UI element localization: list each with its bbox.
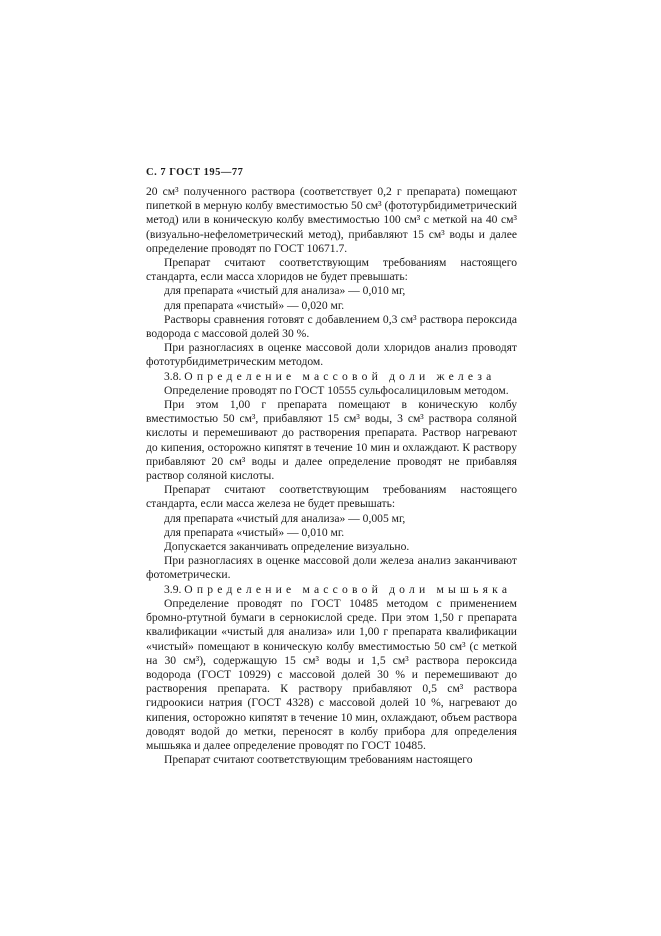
list-line: для препарата «чистый для анализа» — 0,010 мг, xyxy=(164,284,406,298)
section-heading-3-9 xyxy=(146,583,517,597)
list-line: для препарата «чистый для анализа» — 0,005 мг, xyxy=(164,511,406,525)
paragraph: Определение проводят по ГОСТ 10555 сульфосалициловым методом. xyxy=(164,383,509,397)
section-title: Определение массовой доли железа xyxy=(184,369,496,383)
paragraph: Препарат считают соответствующим требованиям настоящего xyxy=(164,753,473,767)
paragraph: Растворы сравнения готовят с добавлением 0,3 см³ раствора пероксида водорода с массовой долей 30 %. xyxy=(146,312,517,341)
paragraph: Определение проводят по ГОСТ 10485 методом с применением бромно-ртутной бумаги в сернокислой среде. При этом 1,50 г препарата квалификации «чистый для анализа» или 1,00 г препарата квалификации «чистый» помещают в коническую колбу вместимостью 50 см³ (с меткой на 30 см³), содержащую 15 см³ воды и 1,5 см³ раствора пероксида водорода (ГОСТ 10929) с массовой долей 30 % и перемешивают до растворения препарата. К раствору прибавляют 0,5 см³ раствора гидроокиси натрия (ГОСТ 4328) с массовой долей 10 %, нагревают до кипения, осторожно кипятят в течение 10 мин, охлаждают, объем раствора доводят водой до метки, переносят в колбу прибора для определения мышьяка и далее определение проводят по ГОСТ 10485. xyxy=(146,596,517,752)
section-title: Определение массовой доли мышьяка xyxy=(184,582,512,596)
paragraph: Допускается заканчивать определение визуально. xyxy=(164,540,410,554)
paragraph: 20 см³ полученного раствора (соответствует 0,2 г препарата) помещают пипеткой в мерную колбу вместимостью 50 см³ (фототурбидиметрический метод) или в коническую колбу вместимостью 100 см³ с меткой на 40 см³ (визуально-нефелометрический метод), прибавляют 15 см³ воды и далее определение проводят по ГОСТ 10671.7. xyxy=(146,185,517,255)
list-line: для препарата «чистый» — 0,010 мг. xyxy=(164,525,345,539)
paragraph: Препарат считают соответствующим требованиям настоящего стандарта, если масса хлоридов не будет превышать: xyxy=(146,256,517,284)
section-heading-3-8 xyxy=(146,370,517,384)
section-number: 3.8. xyxy=(164,369,182,383)
list-line: для препарата «чистый» — 0,020 мг. xyxy=(164,298,345,312)
page-header: С. 7 ГОСТ 195—77 xyxy=(146,167,244,178)
paragraph: Препарат считают соответствующим требованиям настоящего стандарта, если масса железа не будет превышать: xyxy=(146,483,517,511)
paragraph: При разногласиях в оценке массовой доли железа анализ заканчивают фотометрически. xyxy=(146,554,517,582)
paragraph: При разногласиях в оценке массовой доли хлоридов анализ проводят фототурбидиметрическим методом. xyxy=(146,341,517,369)
document-body xyxy=(146,185,517,767)
section-number: 3.9. xyxy=(164,582,182,596)
paragraph: При этом 1,00 г препарата помещают в коническую колбу вместимостью 50 см³, прибавляют 15 см³ воды, 3 см³ раствора соляной кислоты и перемешивают до растворения препарата. Раствор нагревают до кипения, осторожно кипятят в течение 10 мин и охлаждают. К раствору прибавляют 20 см³ воды и далее определение проводят не прибавляя раствор соляной кислоты. xyxy=(146,398,517,483)
